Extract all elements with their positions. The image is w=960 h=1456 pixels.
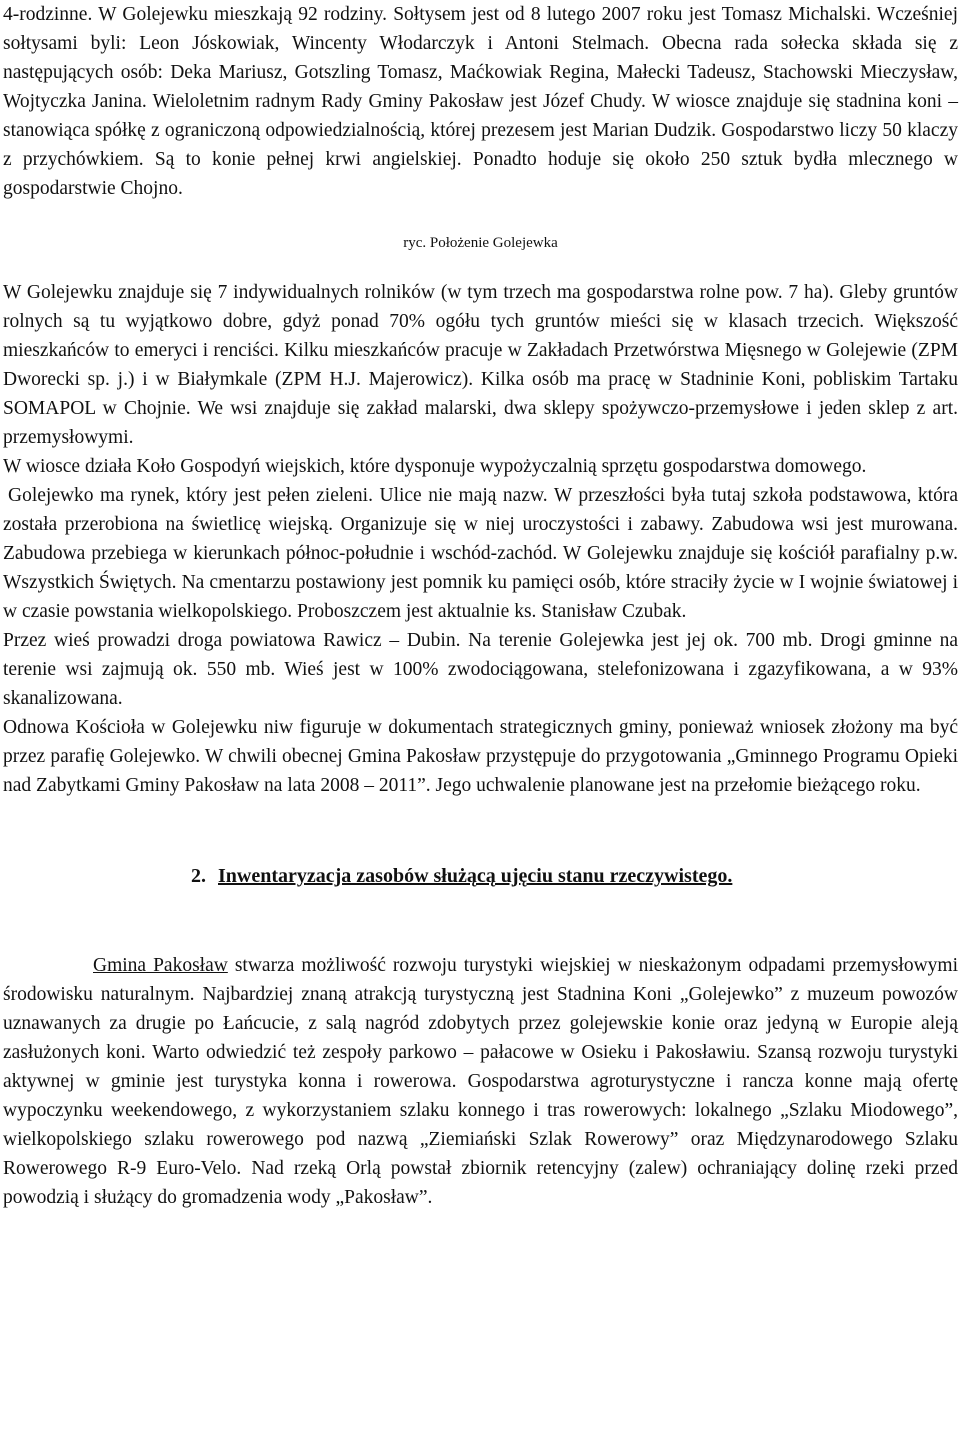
paragraph-tourism-text: stwarza możliwość rozwoju turystyki wiejskiej w nieskażonym odpadami przemysłowymi środowisku naturalnym. Najbardziej znaną atrakcją turystyczną jest Stadnina Koni „Golejewko” z muzeum powozów uznawanych za drugie po Łańcucie, z salą nagród zdobytych przez golejewskie konie oraz jedyną w Europie aleją zasłużonych koni. Warto odwiedzić też zespoły parkowo – pałacowe w Osieku i Pakosławiu. Szansą rozwoju turystyki aktywnej w gminie jest turystyka konna i rowerowa. Gospodarstwa agroturystyczne i rancza konne mają ofertę wypoczynku weekendowego, z wykorzystaniem szlaku konnego i tras rowerowych: lokalnego „Szlaku Miodowego”, wielkopolskiego szlaku rowerowego pod nazwą „Ziemiański Szlak Rowerowy” oraz Międzynarodowego Szlaku Rowerowego R-9 Euro-Velo. Nad rzeką Orlą powstał zbiornik retencyjny (zalew) ochraniający dolinę rzeki przed powodzią i służący do gromadzenia wody „Pakosław”. xyxy=(3,955,958,1208)
section-number: 2. xyxy=(191,865,206,887)
paragraph-farmers: W Golejewku znajduje się 7 indywidualnych rolników (w tym trzech ma gospodarstwa rolne pow. 7 ha). Gleby gruntów rolnych są tu wyjątkowo dobre, gdyż ponad 70% ogółu tych gruntów mieści się w klasach trzecich. Większość mieszkańców to emeryci i renciści. Kilku mieszkańców pracuje w Zakładach Przetwórstwa Mięsnego w Golejewie (ZPM Dworecki sp. j.) i w Białymkale (ZPM H.J. Majerowicz). Kilka osób ma pracę w Stadninie Koni, pobliskim Tartaku SOMAPOL w Chojnie. We wsi znajduje się zakład malarski, dwa sklepy spożywczo-przemysłowe i jeden sklep z art. przemysłowymi. xyxy=(3,282,958,448)
paragraph-housewives-club: W wiosce działa Koło Gospodyń wiejskich, które dysponuje wypożyczalnią sprzętu gospodarstwa domowego. xyxy=(3,456,867,477)
paragraph-church-renewal: Odnowa Kościoła w Golejewku niw figuruje w dokumentach strategicznych gminy, ponieważ wniosek złożony ma być przez parafię Golejewko. W chwili obecnej Gmina Pakosław przystępuje do przygotowania „Gminnego Programu Opieki nad Zabytkami Gminy Pakosław na lata 2008 – 2011”. Jego uchwalenie planowane jest na przełomie bieżącego roku. xyxy=(3,717,958,796)
section-heading xyxy=(191,862,958,891)
paragraph-tourism xyxy=(3,951,958,1212)
section-title: Inwentaryzacja zasobów służącą ujęciu stanu rzeczywistego. xyxy=(218,865,733,887)
paragraph-village-layout: Golejewko ma rynek, który jest pełen zieleni. Ulice nie mają nazw. W przeszłości była tutaj szkoła podstawowa, która została przerobiona na świetlicę wiejską. Organizuje się w niej uroczystości i zabawy. Zabudowa wsi jest murowana. Zabudowa przebiega w kierunkach północ-południe i wschód-zachód. W Golejewku znajduje się kościół parafialny p.w. Wszystkich Świętych. Na cmentarzu postawiony jest pomnik ku pamięci osób, które straciły życie w I wojnie światowej i w czasie powstania wielkopolskiego. Proboszczem jest aktualnie ks. Stanisław Czubak. xyxy=(3,485,958,622)
figure-caption: ryc. Położenie Golejewka xyxy=(403,235,558,251)
paragraph-roads: Przez wieś prowadzi droga powiatowa Rawicz – Dubin. Na terenie Golejewka jest jej ok. 700 mb. Drogi gminne na terenie wsi zajmują ok. 550 mb. Wieś jest w 100% zwodociągowana, stelefonizowana i zgazyfikowana, a w 93% skanalizowana. xyxy=(3,630,958,709)
gmina-pakoslaw-link[interactable]: Gmina Pakosław xyxy=(93,955,228,976)
paragraph-village-council: 4-rodzinne. W Golejewku mieszkają 92 rodziny. Sołtysem jest od 8 lutego 2007 roku jest Tomasz Michalski. Wcześniej sołtysami byli: Leon Jóskowiak, Wincenty Włodarczyk i Antoni Stelmach. Obecna rada sołecka składa się z następujących osób: Deka Mariusz, Gotszling Tomasz, Maćkowiak Regina, Małecki Tadeusz, Stachowski Mieczysław, Wojtyczka Janina. Wieloletnim radnym Rady Gminy Pakosław jest Józef Chudy. W wiosce znajduje się stadnina koni – stanowiąca spółkę z ograniczoną odpowiedzialnością, której prezesem jest Marian Dudzik. Gospodarstwo liczy 50 klaczy z przychówkiem. Są to konie pełnej krwi angielskiej. Ponadto hoduje się około 250 sztuk bydła mlecznego w gospodarstwie Chojno. xyxy=(3,4,958,199)
